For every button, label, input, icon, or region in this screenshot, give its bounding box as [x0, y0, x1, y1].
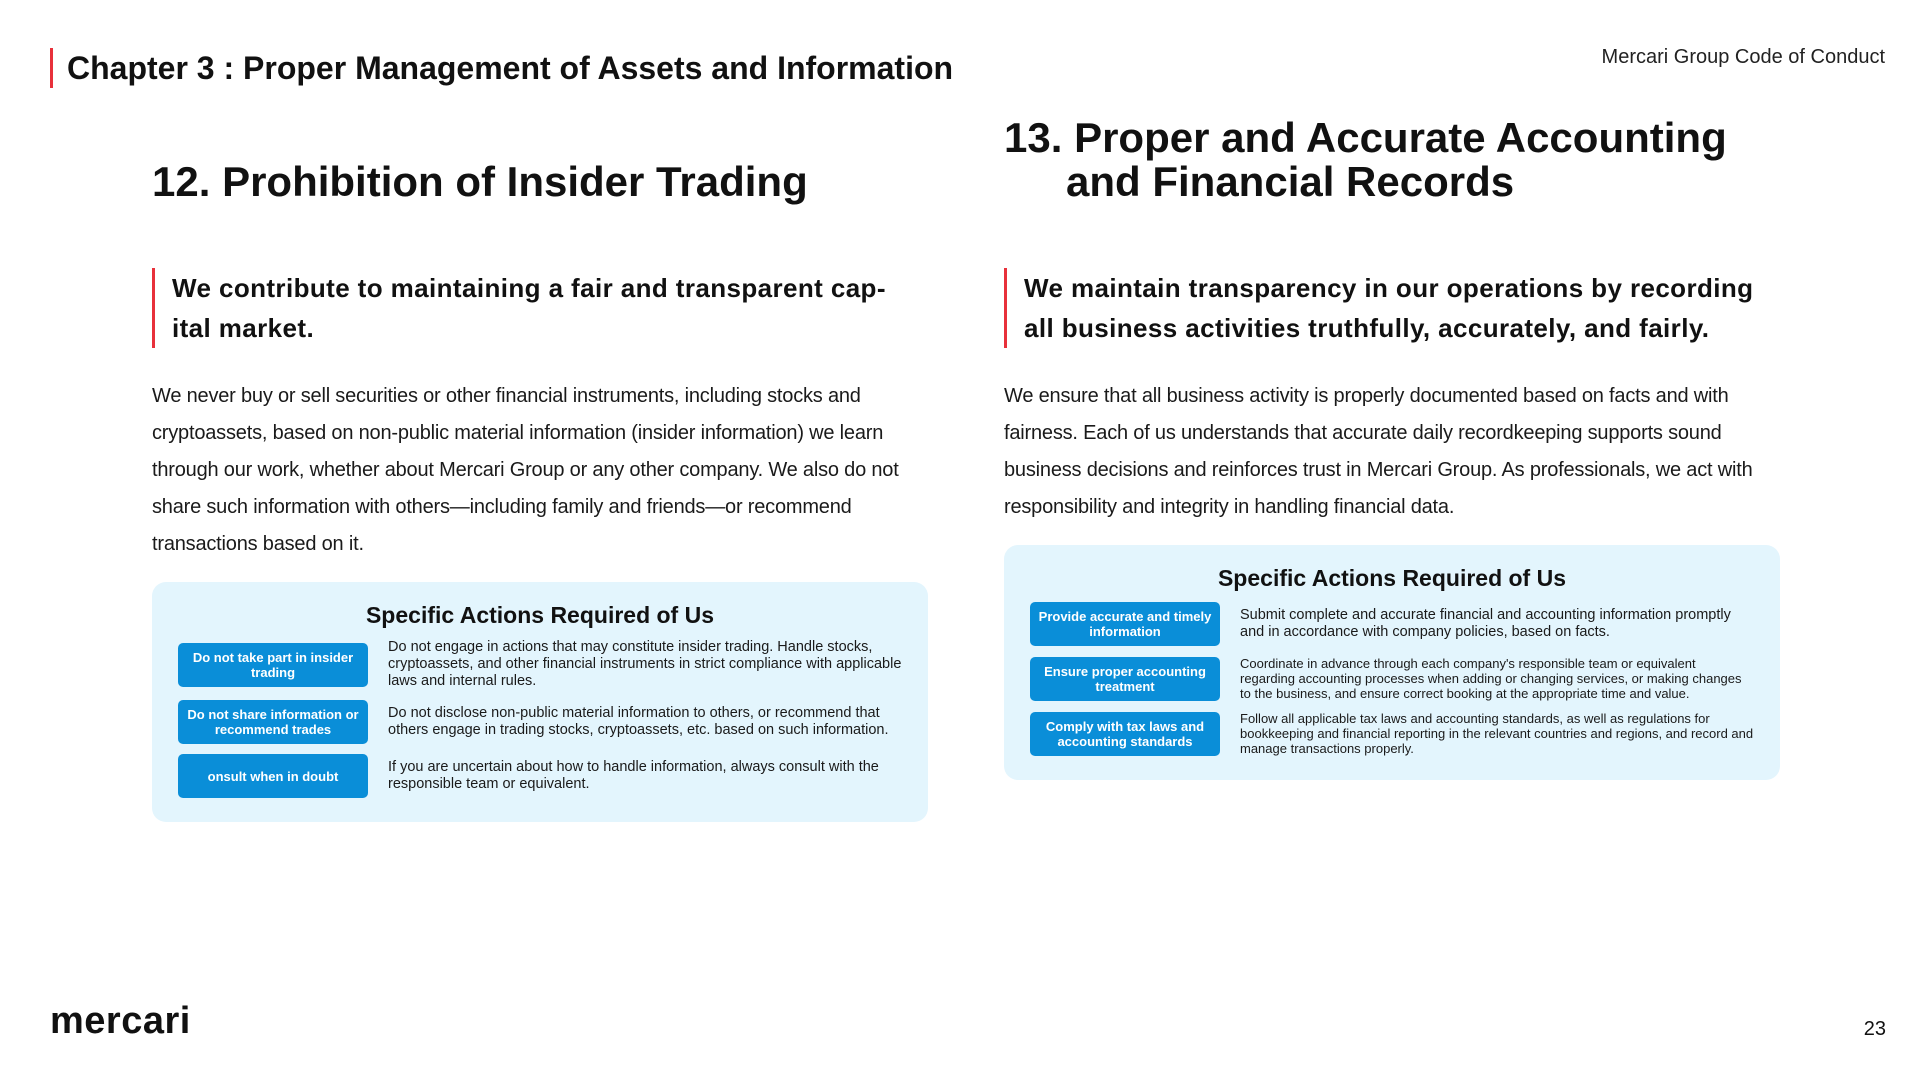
action-tag: Do not take part in insider trading — [178, 643, 368, 687]
action-tag: Ensure proper accounting treatment — [1030, 657, 1220, 701]
action-row — [1030, 602, 1754, 646]
action-tag: Provide accurate and timely information — [1030, 602, 1220, 646]
section-13-actions-title: Specific Actions Required of Us — [1217, 565, 1567, 591]
section-13-actions-box — [1004, 545, 1780, 780]
mercari-logo: mercari — [50, 1000, 191, 1042]
section-12-lead: We contribute to maintaining a fair and transparent cap- ital market. — [152, 268, 928, 348]
action-tag: onsult when in doubt — [178, 754, 368, 798]
section-12-body: We never buy or sell securities or other financial instruments, including stocks and cryptoassets, based on non-public material information (insider information) we learn through our work, whether about Mercari Group or any other company. We also do not share such information with others—including family and friends—or recommend transactions based on it. — [152, 385, 899, 555]
section-13-number: 13. — [1004, 114, 1063, 161]
section-12-title — [152, 160, 952, 204]
document-name: Mercari Group Code of Conduct — [1601, 46, 1885, 68]
section-13-lead: We maintain transparency in our operations by recording all business activities truthfully, accurately, and fairly. — [1004, 268, 1780, 348]
action-description: Do not disclose non-public material information to others, or recommend that others engage in trading stocks, cryptoassets, etc. based on such information. — [388, 705, 889, 738]
section-12-number: 12. — [152, 158, 211, 205]
action-row — [178, 754, 902, 798]
section-13-title-line1: Proper and Accurate Accounting — [1074, 114, 1727, 161]
action-row — [1030, 656, 1754, 701]
action-row — [178, 639, 902, 690]
section-13-body: We ensure that all business activity is properly documented based on facts and with fairness. Each of us understands that accurate daily recordkeeping supports sound business decisions and reinforces trust in Mercari Group. As professionals, we act with responsibility and integrity in handling financial data. — [1004, 385, 1753, 518]
page-number: 23 — [1863, 1018, 1886, 1040]
section-12-title-text: Prohibition of Insider Trading — [222, 158, 808, 205]
action-description: Coordinate in advance through each company's responsible team or equivalent regarding accounting processes when adding or changing services, or making changes to the business, and ensure correct booking at the appropriate time and value. — [1240, 656, 1742, 701]
section-13-title-line2: and Financial Records — [1066, 158, 1515, 205]
section-13-title — [1004, 116, 1804, 204]
action-tag: Do not share information or recommend trades — [178, 700, 368, 744]
action-description: If you are uncertain about how to handle information, always consult with the responsible team or equivalent. — [388, 759, 879, 792]
action-description: Submit complete and accurate financial and accounting information promptly and in accordance with company policies, based on facts. — [1240, 607, 1731, 640]
action-row — [178, 700, 902, 744]
section-12-actions-box — [152, 582, 928, 822]
action-tag: Comply with tax laws and accounting standards — [1030, 712, 1220, 756]
action-description: Follow all applicable tax laws and accounting standards, as well as regulations for bookkeeping and financial reporting in the relevant countries and regions, and record and manage transactions properly. — [1240, 711, 1754, 756]
action-row — [1030, 711, 1754, 756]
section-12-actions-title: Specific Actions Required of Us — [365, 602, 715, 628]
chapter-title: Chapter 3 : Proper Management of Assets and Information — [50, 48, 953, 88]
action-description: Do not engage in actions that may constitute insider trading. Handle stocks, cryptoassets, and other financial instruments in strict compliance with applicable laws and internal rules. — [388, 639, 902, 689]
